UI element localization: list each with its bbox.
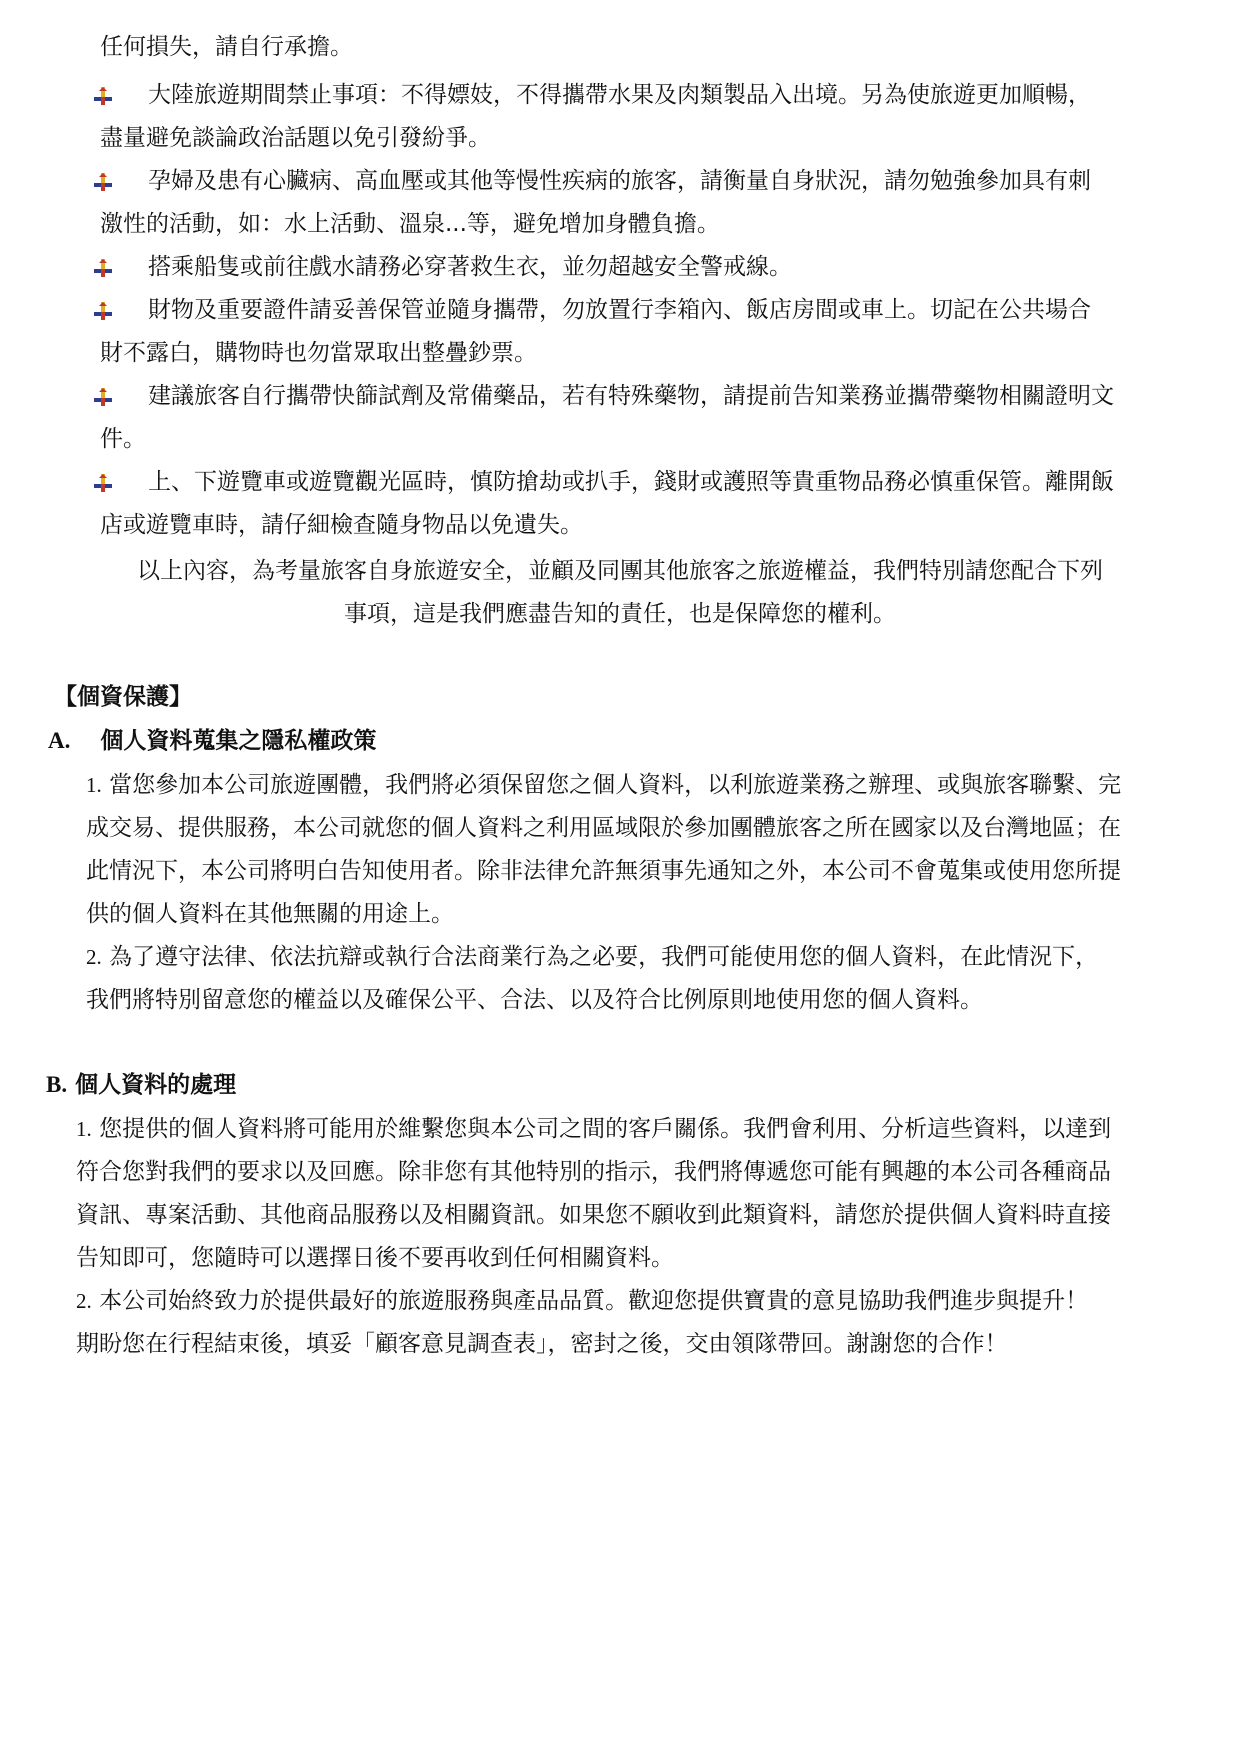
paragraph-number: 2. [76,1289,92,1313]
notice-item-line1: 建議旅客自行攜帶快篩試劑及常備藥品，若有特殊藥物，請提前告知業務並攜帶藥物相關證明文 [148,383,1114,409]
section-b-p1-line: 符合您對我們的要求以及回應。除非您有其他特別的指示，我們將傳遞您可能有興趣的本公司各種商品 [76,1159,1111,1185]
section-a-p1-line: 此情況下，本公司將明白告知使用者。除非法律允許無須事先通知之外，本公司不會蒐集或使用您所提 [86,858,1121,884]
notice-item-line1: 大陸旅遊期間禁止事項：不得嫖妓，不得攜帶水果及肉類製品入出境。另為使旅遊更加順暢， [148,82,1091,108]
paragraph-text: 為了遵守法律、依法抗辯或執行合法商業行為之必要，我們可能使用您的個人資料，在此情況下， [109,944,1099,970]
section-b-p1-line: 資訊、專案活動、其他商品服務以及相關資訊。如果您不願收到此類資料，請您於提供個人資料時直接 [76,1202,1111,1228]
section-a-p1-line: 成交易、提供服務，本公司就您的個人資料之利用區域限於參加團體旅客之所在國家以及台灣地區；在 [86,815,1121,841]
section-b-p2-line [76,1286,1088,1316]
notice-item-line2: 店或遊覽車時，請仔細檢查隨身物品以免遺失。 [100,512,583,538]
notice-item-line2: 盡量避免談論政治話題以免引發紛爭。 [100,125,491,151]
section-a-p2-line [86,942,1098,972]
arrow-plus-bullet-icon [92,171,114,193]
arrow-plus-bullet-icon [92,257,114,279]
section-a-title: 個人資料蒐集之隱私權政策 [100,728,377,754]
section-a-letter: A. [48,728,71,753]
paragraph-text: 本公司始終致力於提供最好的旅遊服務與產品品質。歡迎您提供寶貴的意見協助我們進步與提升！ [99,1288,1089,1314]
notice-item-line1: 搭乘船隻或前往戲水請務必穿著救生衣，並勿超越安全警戒線。 [148,254,792,280]
section-a-p1-line: 供的個人資料在其他無關的用途上。 [86,901,454,927]
paragraph-number: 1. [76,1117,92,1141]
notice-item-line1: 財物及重要證件請妥善保管並隨身攜帶，勿放置行李箱內、飯店房間或車上。切記在公共場合 [148,297,1091,323]
section-b-letter: B. [46,1072,68,1097]
section-b-p1-line: 告知即可，您隨時可以選擇日後不要再收到任何相關資料。 [76,1245,674,1271]
section-a-p1-line [86,770,1121,800]
privacy-title: 【個資保護】 [54,684,192,710]
arrow-plus-bullet-icon [92,472,114,494]
section-a-heading [48,726,376,756]
paragraph-text: 您提供的個人資料將可能用於維繫您與本公司之間的客戶關係。我們會利用、分析這些資料，以達到 [99,1116,1112,1142]
paragraph-number: 1. [86,773,102,797]
arrow-plus-bullet-icon [92,85,114,107]
continuation-line: 任何損失，請自行承擔。 [100,34,353,60]
closing-line-1: 以上內容，為考量旅客自身旅遊安全，並顧及同團其他旅客之旅遊權益，我們特別請您配合下列 [137,558,1103,584]
arrow-plus-bullet-icon [92,300,114,322]
section-b-p1-line [76,1114,1111,1144]
section-b-p2-line: 期盼您在行程結束後，填妥「顧客意見調查表」，密封之後，交由領隊帶回。謝謝您的合作！ [76,1331,1008,1357]
arrow-plus-bullet-icon [92,386,114,408]
notice-item-line1: 上、下遊覽車或遊覽觀光區時，慎防搶劫或扒手，錢財或護照等貴重物品務必慎重保管。離開飯 [148,469,1114,495]
section-b-heading [46,1070,236,1100]
notice-item-line1: 孕婦及患有心臟病、高血壓或其他等慢性疾病的旅客，請衡量自身狀況，請勿勉強參加具有刺 [148,168,1091,194]
notice-item-line2: 激性的活動，如：水上活動、溫泉...等，避免增加身體負擔。 [100,211,720,237]
notice-item-line2: 財不露白，購物時也勿當眾取出整疊鈔票。 [100,340,537,366]
closing-line-2: 事項，這是我們應盡告知的責任，也是保障您的權利。 [344,601,896,627]
section-a-p2-line: 我們將特別留意您的權益以及確保公平、合法、以及符合比例原則地使用您的個人資料。 [86,987,983,1013]
paragraph-text: 當您參加本公司旅遊團體，我們將必須保留您之個人資料，以利旅遊業務之辦理、或與旅客聯繫、完 [109,772,1122,798]
section-b-title: 個人資料的處理 [75,1072,237,1098]
paragraph-number: 2. [86,945,102,969]
notice-item-line2: 件。 [100,426,146,452]
